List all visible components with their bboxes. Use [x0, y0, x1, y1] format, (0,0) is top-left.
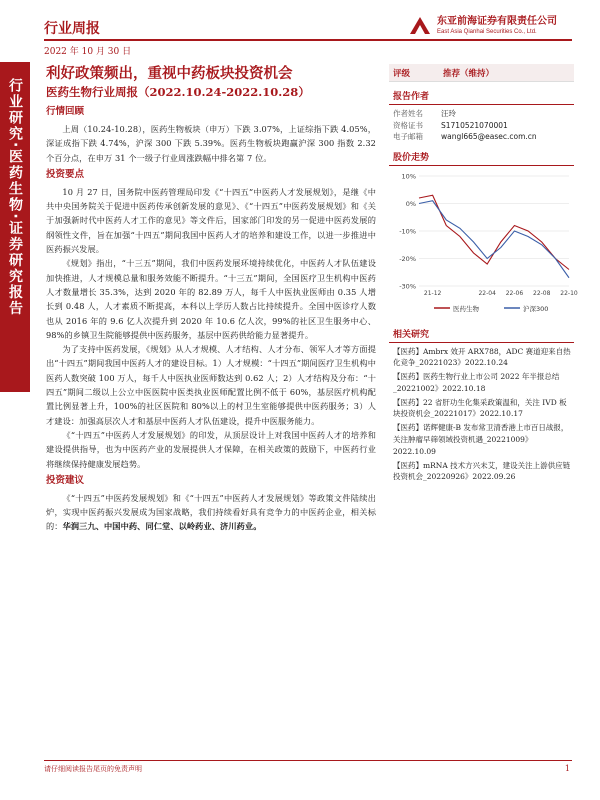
logo-name-en: East Asia Qianhai Securities Co., Ltd. [437, 29, 537, 35]
paragraph: 《规划》指出，“十三五”期间，我们中医药发展环境持续优化，中医药人才队伍建设加快推进，人才规模总量和服务效能不断提升。“十三五”期间，全国医疗卫生机构中医药人才数量增长 35.3%，达到 2020 年的 82.89 万人，每千人中医执业医师由 0.35 人增长到 0.48 人，人才素质不断提高，本科以上学历人数占比持续提升。全国中医诊疗人数也从 2016 年的 9.6 亿人次提升到 2020 年 10.6 亿人次，99%的社区卫生服务中心、98%的乡镇卫生院能够提供中医药服务，基层中医药供给能力显著提升。 [46, 258, 376, 340]
logo-name-cn: 东亚前海证券有限责任公司 [437, 16, 557, 27]
chart-heading: 股价走势 [389, 146, 574, 166]
page-number: 1 [564, 764, 570, 773]
author-key: 电子邮箱 [393, 132, 423, 141]
header-title: 行业周报 [44, 21, 100, 37]
report-date: 2022 年 10 月 30 日 [44, 47, 132, 57]
related-item[interactable]: 【医药】医药生物行业上市公司 2022 年半报总结_20221002》2022.10.18 [393, 372, 560, 393]
price-chart-svg [389, 166, 578, 320]
section-heading-review: 行情回顾 [46, 106, 85, 117]
chart-x-tick-label: 22-04 [478, 289, 496, 297]
chart-y-tick-label: 10% [401, 172, 416, 180]
rating-row [389, 64, 574, 82]
chart-x-tick-label: 22-08 [533, 289, 551, 297]
section-heading-points: 投资要点 [46, 168, 85, 180]
author-value[interactable]: wangl665@easec.com.cn [441, 132, 537, 141]
related-item[interactable]: 【医药】mRNA 技术方兴未艾，建设关注上游供应链投资机会_20220926》2022.09.26 [393, 460, 571, 482]
header-divider [44, 39, 572, 41]
author-row [389, 120, 574, 132]
company-logo [407, 13, 572, 39]
footer-divider [44, 760, 572, 761]
price-chart [389, 166, 578, 320]
author-heading: 报告作者 [389, 85, 574, 105]
related-item[interactable]: 【医药】Ambrx 效开 ARX788，ADC 赛道迎来自热化竞争_20221023》2022.10.24 [393, 346, 571, 368]
paragraph: 为了支持中医药发展，《规划》从人才规模、人才结构、人才分布、领军人才等方面提出“十四五”期间我国中医药人才的建设目标。1）人才规模：“十四五”期间医疗卫生机构中医药人数突破 100 万人，每千人中医执业医师数达到 0.62 人；2）人才结构及分布：“十四五”期间二级以上公立中医医院中医类执业医师配置比例不低于 60%，基层医疗机构配置比例显著上升，100%的社区医院和 80%以上的村卫生室能够提供中医药服务；3）人才建设：加强高层次人才和基层中医药人才队伍建设，提升中医服务能力。 [46, 344, 376, 426]
footer-disclaimer[interactable]: 请仔细阅读报告尾页的免责声明 [44, 765, 142, 773]
paragraph: 《“十四五”中医药人才发展规划》的印发，从顶层设计上对我国中医药人才的培养和建设提供指导，也为中医药产业的发展提供人才保障，在相关政策的鼓励下，中医药行业将继续保持健康发展趋势。 [46, 429, 376, 469]
report-title: 利好政策频出，重视中药板块投资机会 [46, 65, 293, 82]
chart-series-line [419, 200, 569, 277]
side-banner [0, 62, 30, 392]
paragraph: 10 月 27 日，国务院中医药管理局印发《“十四五”中医药人才发展规划》，是继《中共中央国务院关于促进中医药传承创新发展的意见》、《“十四五”中医药发展规划》和《关于加强新时代中医药人才工作的意见》等文件后，国家部门印发的另一促进中医药发展的纲领性文件，旨在加强“十四五”期间我国中医药人才的培养和建设工作，以进一步推进中医药振兴发展。 [46, 186, 376, 255]
rating-label: 评级 [393, 68, 411, 79]
related-heading: 相关研究 [389, 323, 574, 343]
advice-text: 《“十四五”中医药发展规划》和《“十四五”中医药人才发展规划》等政策文件陆续出炉，实现中医药振兴发展成为国家战略，我们持续看好具有竞争力的中医药企业，相关标的： [46, 492, 376, 532]
paragraph: 上周（10.24-10.28），医药生物板块（申万）下跌 3.07%，上证综指下跌 4.05%，深证成指下跌 4.74%，沪深 300 下跌 5.39%。医药生物板块跑赢沪深 300 指数 2.32 个百分点，在申万 31 个一级子行业周涨跌幅中排名第 7 位。 [46, 124, 376, 163]
chart-y-tick-label: -20% [399, 254, 416, 263]
side-banner-text: 行业研究·医药生物·证券研究报告 [7, 78, 23, 317]
rating-value: 推荐（维持） [443, 68, 495, 79]
advice-stocks: 华润三九、中国中药、同仁堂、以岭药业、济川药业。 [62, 521, 262, 532]
chart-x-tick-label: 22-10 [560, 289, 578, 297]
related-item[interactable]: 【医药】诺辉健康-B 发布常卫清香港上市百日战报，关注肿瘤早筛领域投资机遇_20221009》2022.10.09 [393, 423, 569, 456]
chart-x-tick-label: 22-06 [505, 289, 524, 297]
author-key: 资格证书 [393, 120, 423, 130]
chart-legend-label: 沪深300 [523, 304, 549, 313]
main-content [46, 64, 376, 534]
logo-icon [407, 14, 433, 38]
chart-y-tick-label: 0% [405, 199, 416, 208]
related-list [389, 343, 574, 484]
section-heading-advice: 投资建议 [46, 474, 85, 486]
report-subtitle: 医药生物行业周报（2022.10.24-2022.10.28） [46, 85, 310, 99]
chart-y-tick-label: -30% [399, 282, 416, 290]
chart-legend-label: 医药生物 [453, 304, 479, 313]
paragraph [46, 491, 376, 534]
chart-x-tick-label: 21-12 [423, 289, 442, 297]
author-value: 汪玲 [441, 109, 456, 118]
author-row [389, 131, 574, 143]
author-row [389, 108, 574, 120]
author-info [389, 105, 574, 143]
chart-y-tick-label: -10% [399, 227, 416, 235]
related-item[interactable]: 【医药】22 省肝功生化集采政策温和，关注 IVD 板块投资机会_20221017》2022.10.17 [393, 397, 567, 419]
author-key: 作者姓名 [393, 109, 423, 118]
author-value: S1710521070001 [441, 120, 508, 130]
right-column [389, 64, 578, 485]
